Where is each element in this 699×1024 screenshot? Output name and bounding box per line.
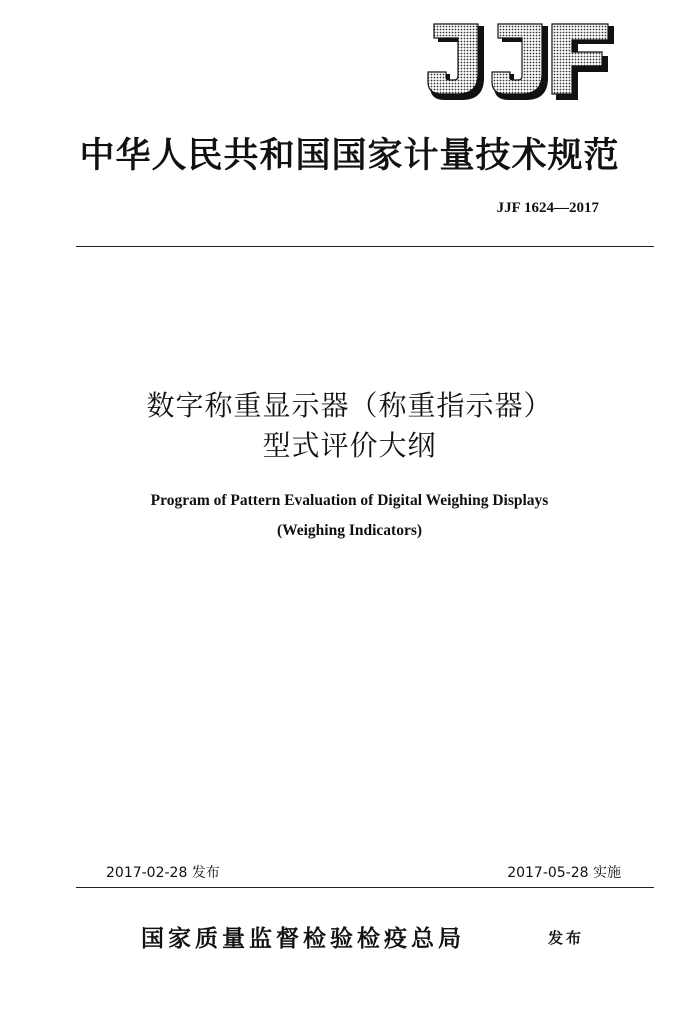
publisher-suffix: 发布 — [548, 929, 585, 947]
standard-number: JJF 1624—2017 — [496, 200, 599, 216]
document-title-en-line1: Program of Pattern Evaluation of Digital Weighing Displays — [150, 492, 549, 509]
issuer-title: 中华人民共和国国家计量技术规范 — [79, 135, 620, 176]
jjf-logo-graphic — [424, 22, 616, 104]
effective-date: 2017-05-28 实施 — [507, 865, 621, 881]
bottom-divider — [76, 887, 654, 888]
document-title-cn-line2: 型式评价大纲 — [262, 429, 437, 462]
jjf-logo — [424, 22, 616, 104]
document-title-en-line2: (Weighing Indicators) — [276, 522, 423, 539]
issue-date: 2017-02-28 发布 — [106, 865, 220, 881]
top-divider — [76, 246, 654, 247]
publisher-name: 国家质量监督检验检疫总局 — [141, 925, 465, 952]
document-title-cn-line1: 数字称重显示器（称重指示器） — [146, 389, 553, 422]
